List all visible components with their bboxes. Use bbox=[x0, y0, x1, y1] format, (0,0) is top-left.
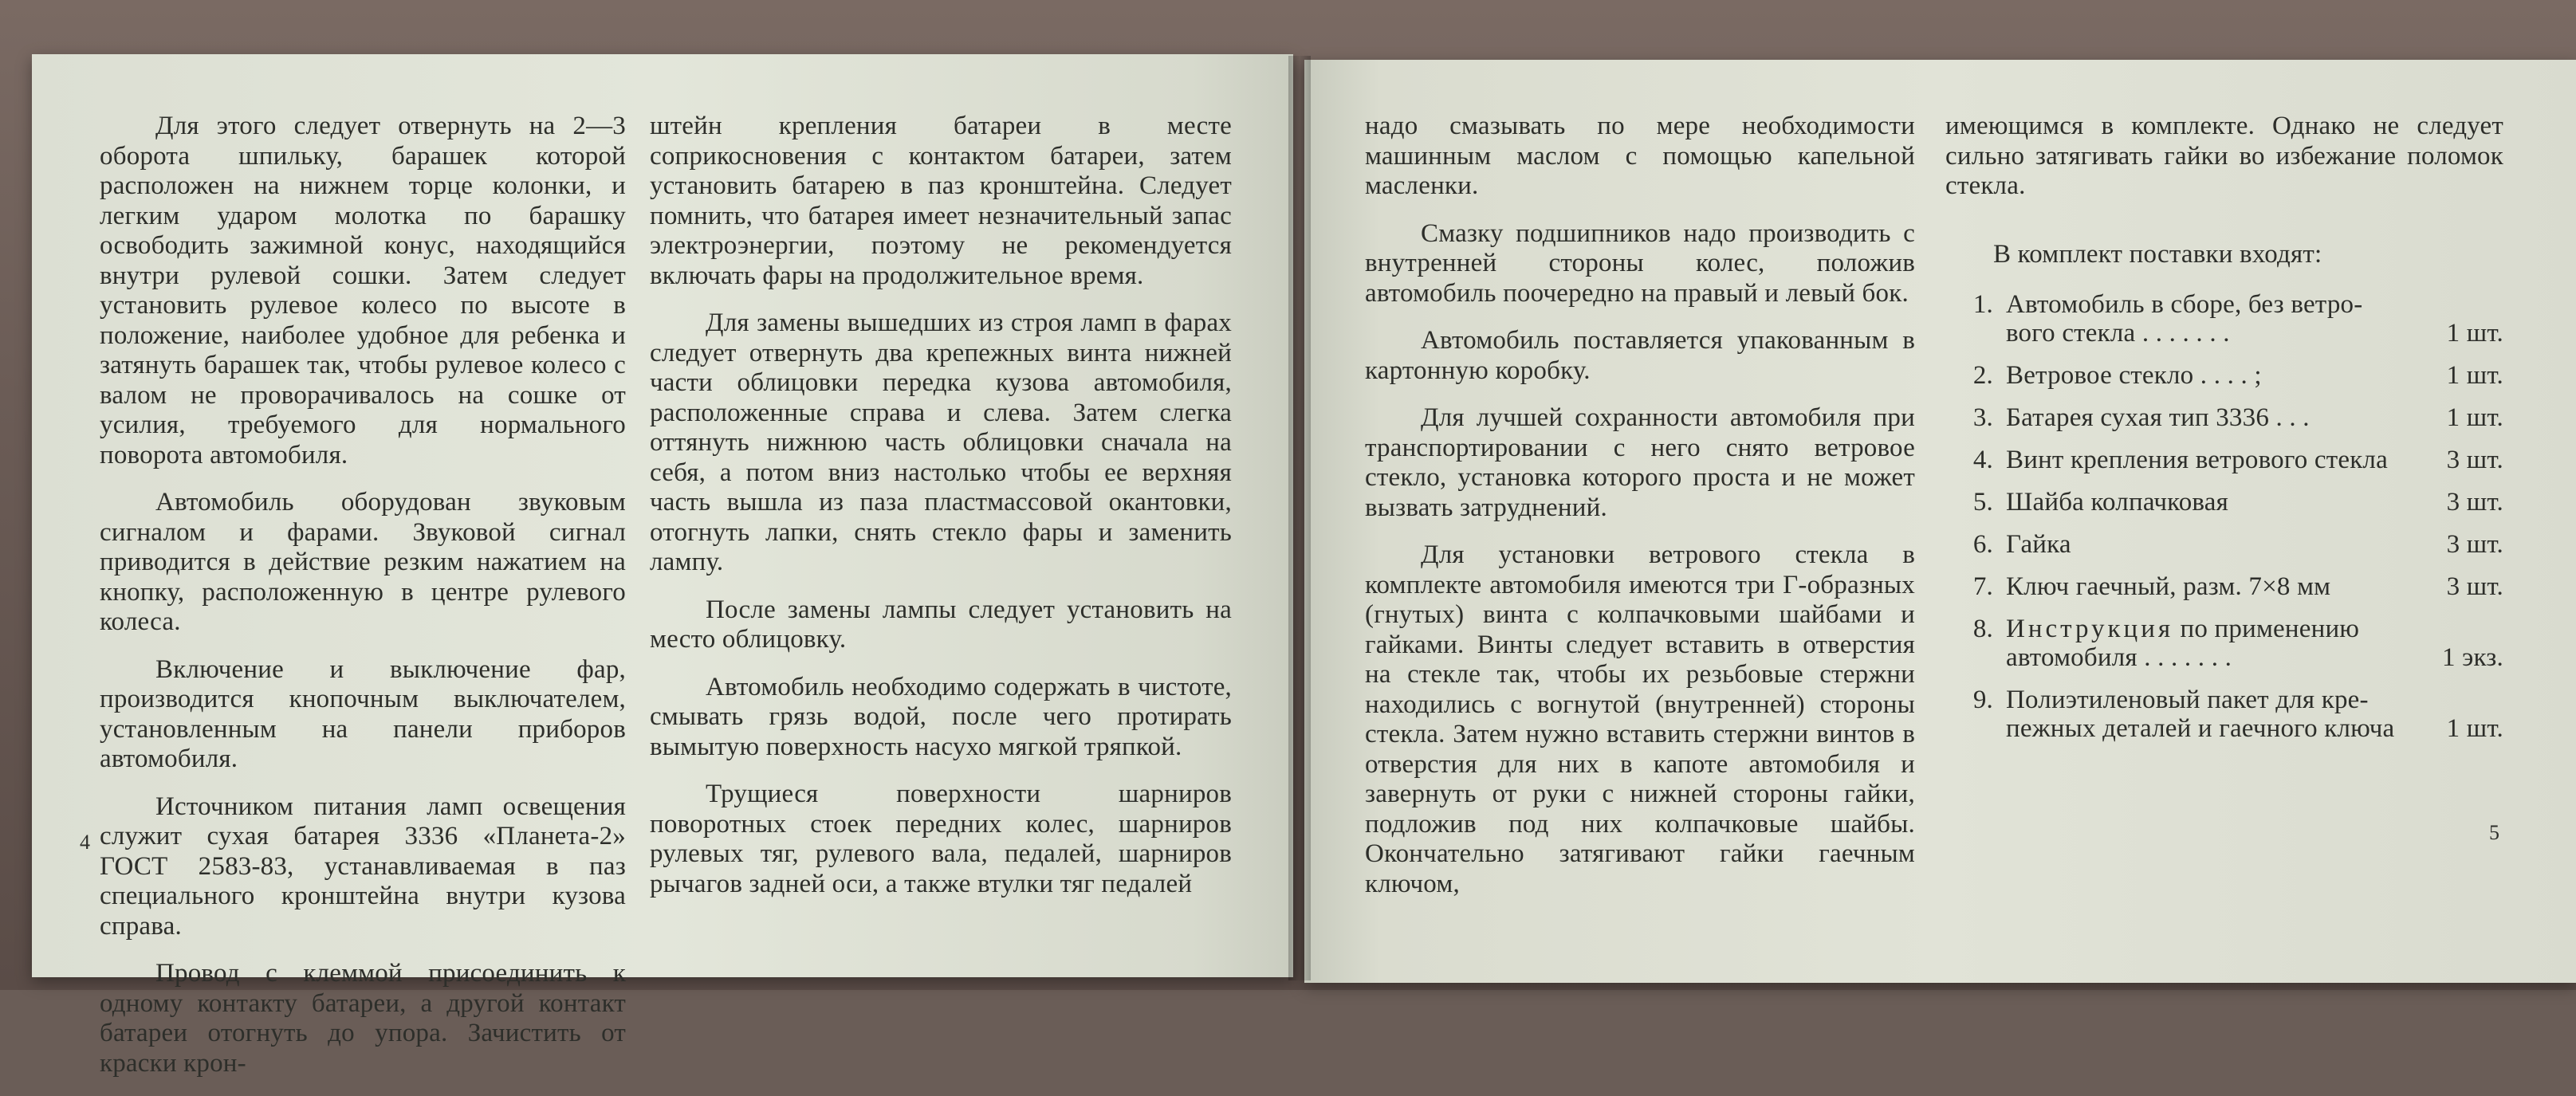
kit-item bbox=[1945, 488, 2503, 517]
paragraph: После замены лампы следует установить на место облицовку. bbox=[650, 595, 1232, 654]
kit-item bbox=[1945, 685, 2503, 743]
kit-item-number: 3. bbox=[1972, 403, 1993, 432]
paragraph: Для замены вышедших из строя ламп в фарах следует отвернуть два крепежных винта нижней части облицовки передка кузова автомобиля, расположенные справа и слева. Затем слегка оттянуть нижнюю часть облицовки сначала на себя, а потом вниз настолько чтобы ее верхняя часть вышла из паза пластмассовой окантовки, отогнуть лапки, снять стекло фары и заменить лампу. bbox=[650, 308, 1232, 576]
paragraph: штейн крепления батареи в месте соприкосновения с контактом батареи, затем установить батарею в паз кронштейна. Следует помнить, что батарея имеет незначительный запас электроэнергии, поэтому не рекомендуется включать фары на продолжительное время. bbox=[650, 112, 1232, 290]
kit-item-quantity: 1 шт. bbox=[2446, 403, 2503, 432]
kit-item-text: Инструкция по применению bbox=[2006, 615, 2360, 643]
kit-item-text: пежных деталей и гаечного ключа bbox=[2006, 714, 2395, 743]
kit-item-text: вого стекла . . . . . . . bbox=[2006, 319, 2230, 348]
kit-item-quantity: 3 шт. bbox=[2446, 530, 2503, 559]
kit-item-number: 7. bbox=[1972, 572, 1993, 601]
paragraph: Для лучшей сохранности автомобиля при транспортировании с него снято ветровое стекло, установка которого проста и не может вызвать затруднений. bbox=[1365, 403, 1915, 522]
kit-item-quantity: 1 шт. bbox=[2446, 714, 2503, 743]
paragraph: Трущиеся поверхности шарниров поворотных стоек передних колес, шарниров рулевых тяг, рулевого вала, педалей, шарниров рычагов задней оси, а также втулки тяг педалей bbox=[650, 780, 1232, 898]
page-number-right: 5 bbox=[2489, 821, 2499, 844]
paragraph: Включение и выключение фар, производится кнопочным выключателем, установленным на панели приборов автомобиля. bbox=[100, 654, 626, 773]
book-spine bbox=[1288, 56, 1311, 980]
kit-item-number: 6. bbox=[1972, 530, 1993, 559]
kit-item-quantity: 1 шт. bbox=[2446, 361, 2503, 390]
kit-item-text: автомобиля . . . . . . . bbox=[2006, 643, 2232, 672]
kit-heading: В комплект поставки входят: bbox=[1993, 239, 2322, 269]
kit-item-text: Ветровое стекло . . . . ; bbox=[2006, 361, 2262, 390]
paragraph: Автомобиль необходимо содержать в чистоте, смывать грязь водой, после чего протирать вымытую поверхность насухо мягкой тряпкой. bbox=[650, 672, 1232, 761]
kit-item-quantity: 3 шт. bbox=[2446, 572, 2503, 601]
kit-item-quantity: 1 экз. bbox=[2442, 643, 2503, 672]
kit-item-text: Шайба колпачковая bbox=[2006, 488, 2228, 517]
page-number-left: 4 bbox=[80, 831, 90, 854]
paragraph: Источником питания ламп освещения служит сухая батарея 3336 «Планета-2» ГОСТ 2583-83, устанавливаемая в паз специального кронштейна внутри кузова справа. bbox=[100, 792, 626, 941]
kit-item bbox=[1945, 572, 2503, 601]
kit-item-quantity: 3 шт. bbox=[2446, 488, 2503, 517]
kit-item-number: 4. bbox=[1972, 446, 1993, 474]
right-column-1 bbox=[1365, 112, 1915, 917]
kit-item bbox=[1945, 403, 2503, 432]
paragraph: Автомобиль оборудован звуковым сигналом и фарами. Звуковой сигнал приводится в действие резким нажатием на кнопку, расположенную в центре рулевого колеса. bbox=[100, 488, 626, 636]
paragraph: имеющимся в комплекте. Однако не следует сильно затягивать гайки во избежание поломок стекла. bbox=[1945, 112, 2503, 200]
kit-item-number: 8. bbox=[1972, 615, 1993, 643]
paragraph: Для этого следует отвернуть на 2—3 оборота шпильку, барашек которой расположен на нижнем торце колонки, и легким ударом молотка по барашку освободить зажимной конус, находящийся внутри рулевой сошки. Затем следует установить рулевое колесо по высоте в положение, наиболее удобное для ребенка и затянуть барашек так, чтобы рулевое колесо с валом не проворачивалось на сошке от усилия, требуемого для нормального поворота автомобиля. bbox=[100, 112, 626, 469]
kit-item bbox=[1945, 446, 2503, 474]
kit-list bbox=[1945, 290, 2503, 743]
paragraph: Для установки ветрового стекла в комплекте автомобиля имеются три Г-образных (гнутых) винта с колпачковыми шайбами и гайками. Винты следует вставить в отверстия на стекле так, чтобы их резьбовые стержни находились с вогнутой (внутренней) стороны стекла. Затем нужно вставить стержни винтов в отверстия для них в капоте автомобиля и завернуть от руки с нижней стороны гайки, подложив под них колпачковые шайбы. Окончательно затягивают гайки гаечным ключом, bbox=[1365, 540, 1915, 898]
kit-item-quantity: 3 шт. bbox=[2446, 446, 2503, 474]
right-column-2 bbox=[1945, 112, 2503, 756]
kit-item-number: 5. bbox=[1972, 488, 1993, 517]
kit-item-text: Винт крепления ветрового стекла bbox=[2006, 446, 2388, 474]
kit-item bbox=[1945, 290, 2503, 348]
kit-item-number: 2. bbox=[1972, 361, 1993, 390]
kit-item-text: Полиэтиленовый пакет для кре- bbox=[2006, 685, 2369, 714]
paragraph: Смазку подшипников надо производить с внутренней стороны колес, положив автомобиль поочередно на правый и левый бок. bbox=[1365, 218, 1915, 308]
paragraph: Автомобиль поставляется упакованным в картонную коробку. bbox=[1365, 326, 1915, 385]
kit-item bbox=[1945, 615, 2503, 672]
kit-item-text: Автомобиль в сборе, без ветро- bbox=[2006, 290, 2363, 319]
kit-item-text: Батарея сухая тип 3336 . . . bbox=[2006, 403, 2310, 432]
paragraph: Провод с клеммой присоединить к одному контакту батареи, а другой контакт батареи отогнуть до упора. Зачистить от краски крон- bbox=[100, 959, 626, 1078]
kit-item-number: 1. bbox=[1972, 290, 1993, 319]
kit-item-number: 9. bbox=[1972, 685, 1993, 714]
left-column-1 bbox=[100, 112, 626, 1096]
kit-item bbox=[1945, 530, 2503, 559]
left-column-2 bbox=[650, 112, 1232, 917]
kit-item bbox=[1945, 361, 2503, 390]
paragraph: надо смазывать по мере необходимости машинным маслом с помощью капельной масленки. bbox=[1365, 112, 1915, 200]
kit-item-text: Ключ гаечный, разм. 7×8 мм bbox=[2006, 572, 2331, 601]
kit-item-text: Гайка bbox=[2006, 530, 2071, 559]
kit-item-quantity: 1 шт. bbox=[2446, 319, 2503, 348]
